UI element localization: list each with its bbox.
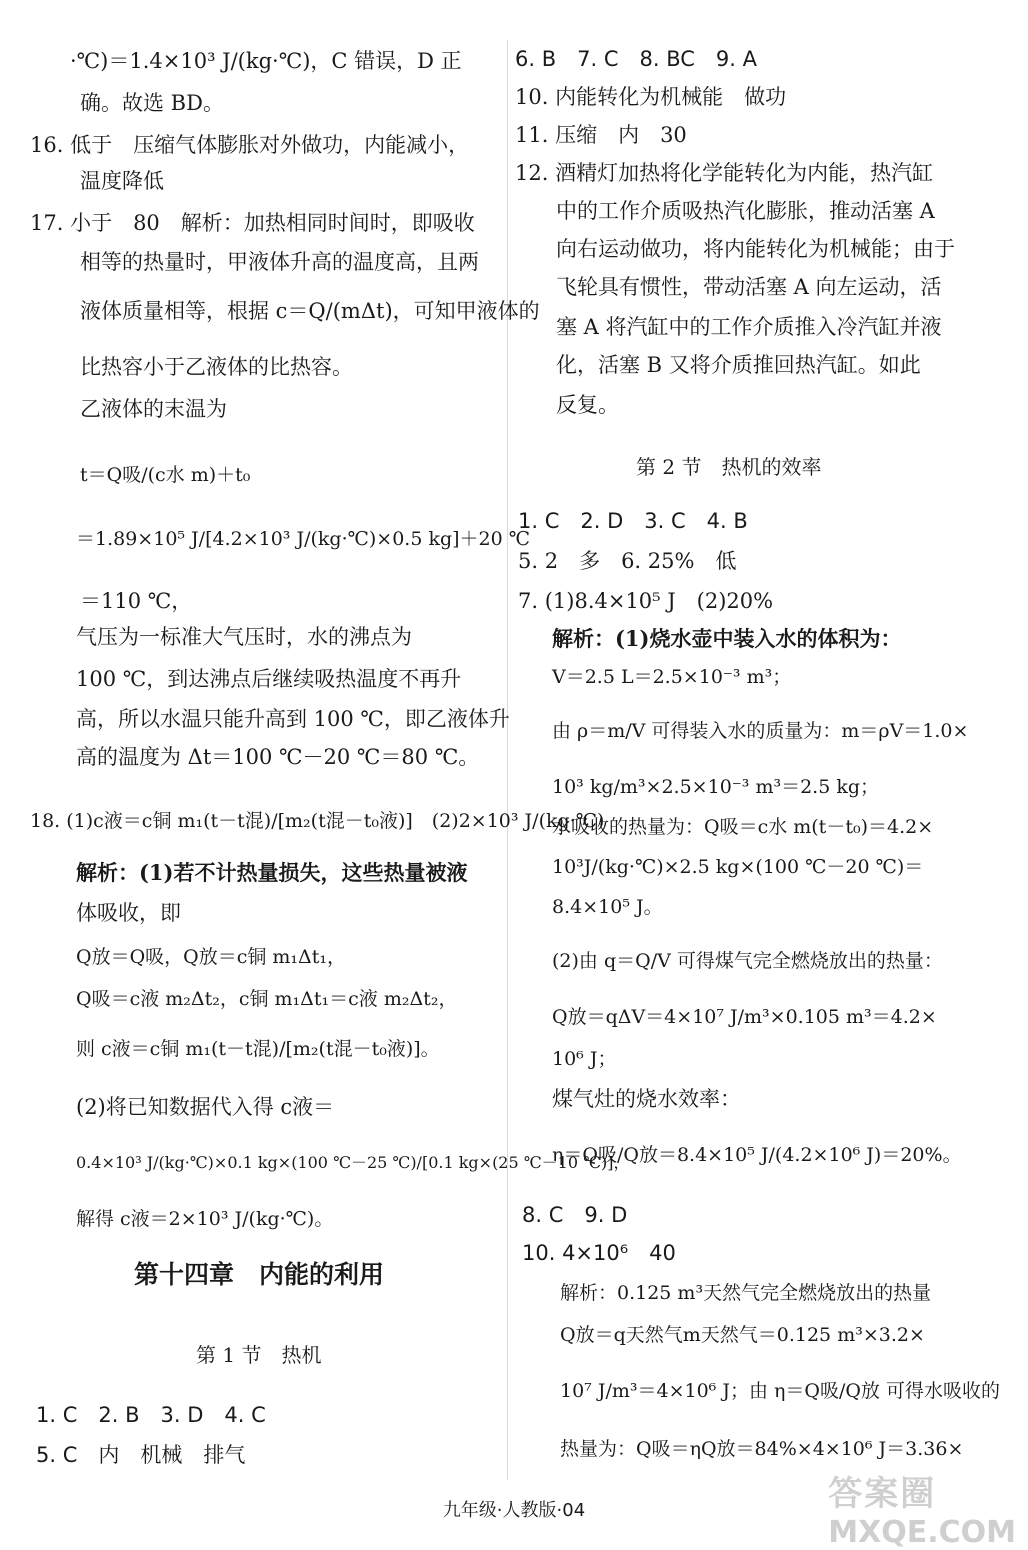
answer-12: 12. 酒精灯加热将化学能转化为内能，热汽缸 <box>515 161 934 185</box>
column-divider <box>507 40 508 1480</box>
formula-line: 10³J/(kg·℃)×2.5 kg×(100 ℃－20 ℃)＝ <box>552 856 924 878</box>
text-line: 飞轮具有惯性，带动活塞 A 向左运动，活 <box>556 275 942 299</box>
text-line: 确。故选 BD。 <box>80 91 224 115</box>
text-line: (2)将已知数据代入得 c液＝ <box>76 1095 335 1119</box>
formula-line: η＝Q吸/Q放＝8.4×10⁵ J/(4.2×10⁶ J)＝20%。 <box>552 1144 962 1166</box>
formula-line: Q放＝Q吸，Q放＝c铜 m₁Δt₁， <box>76 946 347 968</box>
text-line: 相等的热量时，甲液体升高的温度高，且两 <box>80 250 479 274</box>
formula-line: 0.4×10³ J/(kg·℃)×0.1 kg×(100 ℃－25 ℃)/[0.1 kg×(25 ℃－10 ℃)]， <box>76 1153 630 1172</box>
text-line: 100 ℃，到达沸点后继续吸热温度不再升 <box>76 667 462 691</box>
text-line: 解析：0.125 m³天然气完全燃烧放出的热量 <box>560 1282 932 1304</box>
formula-line: 10⁶ J； <box>552 1048 617 1070</box>
formula-line: (2)由 q＝Q/V 可得煤气完全燃烧放出的热量： <box>552 950 943 972</box>
text-line: ＝110 ℃， <box>80 589 193 613</box>
section-title: 第 1 节 热机 <box>196 1343 322 1367</box>
text-line: 气压为一标准大气压时，水的沸点为 <box>76 625 412 649</box>
text-line: 解析：(1)烧水壶中装入水的体积为： <box>552 626 902 651</box>
text-line: 中的工作介质吸热汽化膨胀，推动活塞 A <box>556 199 935 223</box>
text-line: 向右运动做功，将内能转化为机械能；由于 <box>556 237 955 261</box>
text-line: 温度降低 <box>80 169 164 193</box>
formula-line: Q放＝q天然气m天然气＝0.125 m³×3.2× <box>560 1324 925 1346</box>
answer-line: 8. C 9. D <box>522 1203 628 1227</box>
answer-10-b: 10. 4×10⁶ 40 <box>522 1241 676 1265</box>
watermark-logo <box>828 1466 1016 1550</box>
formula-line: 液体质量相等，根据 c＝Q/(mΔt)，可知甲液体的 <box>80 299 540 323</box>
formula-line: 10³ kg/m³×2.5×10⁻³ m³＝2.5 kg； <box>552 776 880 798</box>
answer-line: 6. B 7. C 8. BC 9. A <box>515 47 757 71</box>
formula-line: 8.4×10⁵ J。 <box>552 896 663 918</box>
answer-7: 7. (1)8.4×10⁵ J (2)20% <box>518 589 774 613</box>
watermark-en: MXQE.COM <box>828 1515 1016 1550</box>
formula-line: 则 c液＝c铜 m₁(t－t混)/[m₂(t混－t₀液)]。 <box>76 1038 440 1060</box>
section-title: 第 2 节 热机的效率 <box>636 455 822 479</box>
formula-line: V＝2.5 L＝2.5×10⁻³ m³； <box>552 666 792 688</box>
answer-18: 18. (1)c液＝c铜 m₁(t－t混)/[m₂(t混－t₀液)] (2)2×10³ J/(kg·℃) <box>30 810 605 832</box>
answer-line: 5. 2 多 6. 25% 低 <box>518 549 737 573</box>
text-line: 塞 A 将汽缸中的工作介质推入冷汽缸并液 <box>556 315 942 339</box>
text-line: ·℃)＝1.4×10³ J/(kg·℃)，C 错误，D 正 <box>70 49 462 73</box>
chapter-title: 第十四章 内能的利用 <box>134 1260 385 1289</box>
answer-line: 5. C 内 机械 排气 <box>36 1443 246 1467</box>
answer-11: 11. 压缩 内 30 <box>515 123 687 147</box>
text-line: 体吸收，即 <box>76 901 181 925</box>
text-line: 反复。 <box>556 393 619 417</box>
answer-16: 16. 低于 压缩气体膨胀对外做功，内能减小， <box>30 133 470 157</box>
text-line: 煤气灶的烧水效率： <box>552 1087 741 1111</box>
formula-line: t＝Q吸/(c水 m)＋t₀ <box>80 464 251 486</box>
formula-line: 由 ρ＝m/V 可得装入水的质量为：m＝ρV＝1.0× <box>552 720 969 742</box>
text-line: 解析：(1)若不计热量损失，这些热量被液 <box>76 860 468 885</box>
formula-line: 热量为：Q吸＝ηQ放＝84%×4×10⁶ J＝3.36× <box>560 1438 964 1460</box>
watermark-cn: 答案圈 <box>828 1474 937 1514</box>
answer-line: 1. C 2. B 3. D 4. C <box>36 1403 266 1427</box>
text-line: 化，活塞 B 又将介质推回热汽缸。如此 <box>556 353 921 377</box>
formula-line: Q吸＝c液 m₂Δt₂，c铜 m₁Δt₁＝c液 m₂Δt₂， <box>76 988 458 1010</box>
answer-17: 17. 小于 80 解析：加热相同时间时，即吸收 <box>30 211 475 235</box>
formula-line: ＝1.89×10⁵ J/[4.2×10³ J/(kg·℃)×0.5 kg]＋20 ℃ <box>76 528 531 550</box>
formula-line: 解得 c液＝2×10³ J/(kg·℃)。 <box>76 1208 334 1230</box>
formula-line: 水吸收的热量为：Q吸＝c水 m(t－t₀)＝4.2× <box>552 816 934 838</box>
text-line: 高，所以水温只能升高到 100 ℃，即乙液体升 <box>76 707 510 731</box>
answer-10: 10. 内能转化为机械能 做功 <box>515 85 787 109</box>
text-line: 比热容小于乙液体的比热容。 <box>80 355 353 379</box>
text-line: 高的温度为 Δt＝100 ℃－20 ℃＝80 ℃。 <box>76 745 480 769</box>
text-line: 乙液体的末温为 <box>80 397 227 421</box>
answer-line: 1. C 2. D 3. C 4. B <box>518 509 748 533</box>
formula-line: Q放＝qΔV＝4×10⁷ J/m³×0.105 m³＝4.2× <box>552 1006 937 1028</box>
page-footer: 九年级·人教版·04 <box>442 1500 586 1521</box>
formula-line: 10⁷ J/m³＝4×10⁶ J；由 η＝Q吸/Q放 可得水吸收的 <box>560 1380 1000 1402</box>
